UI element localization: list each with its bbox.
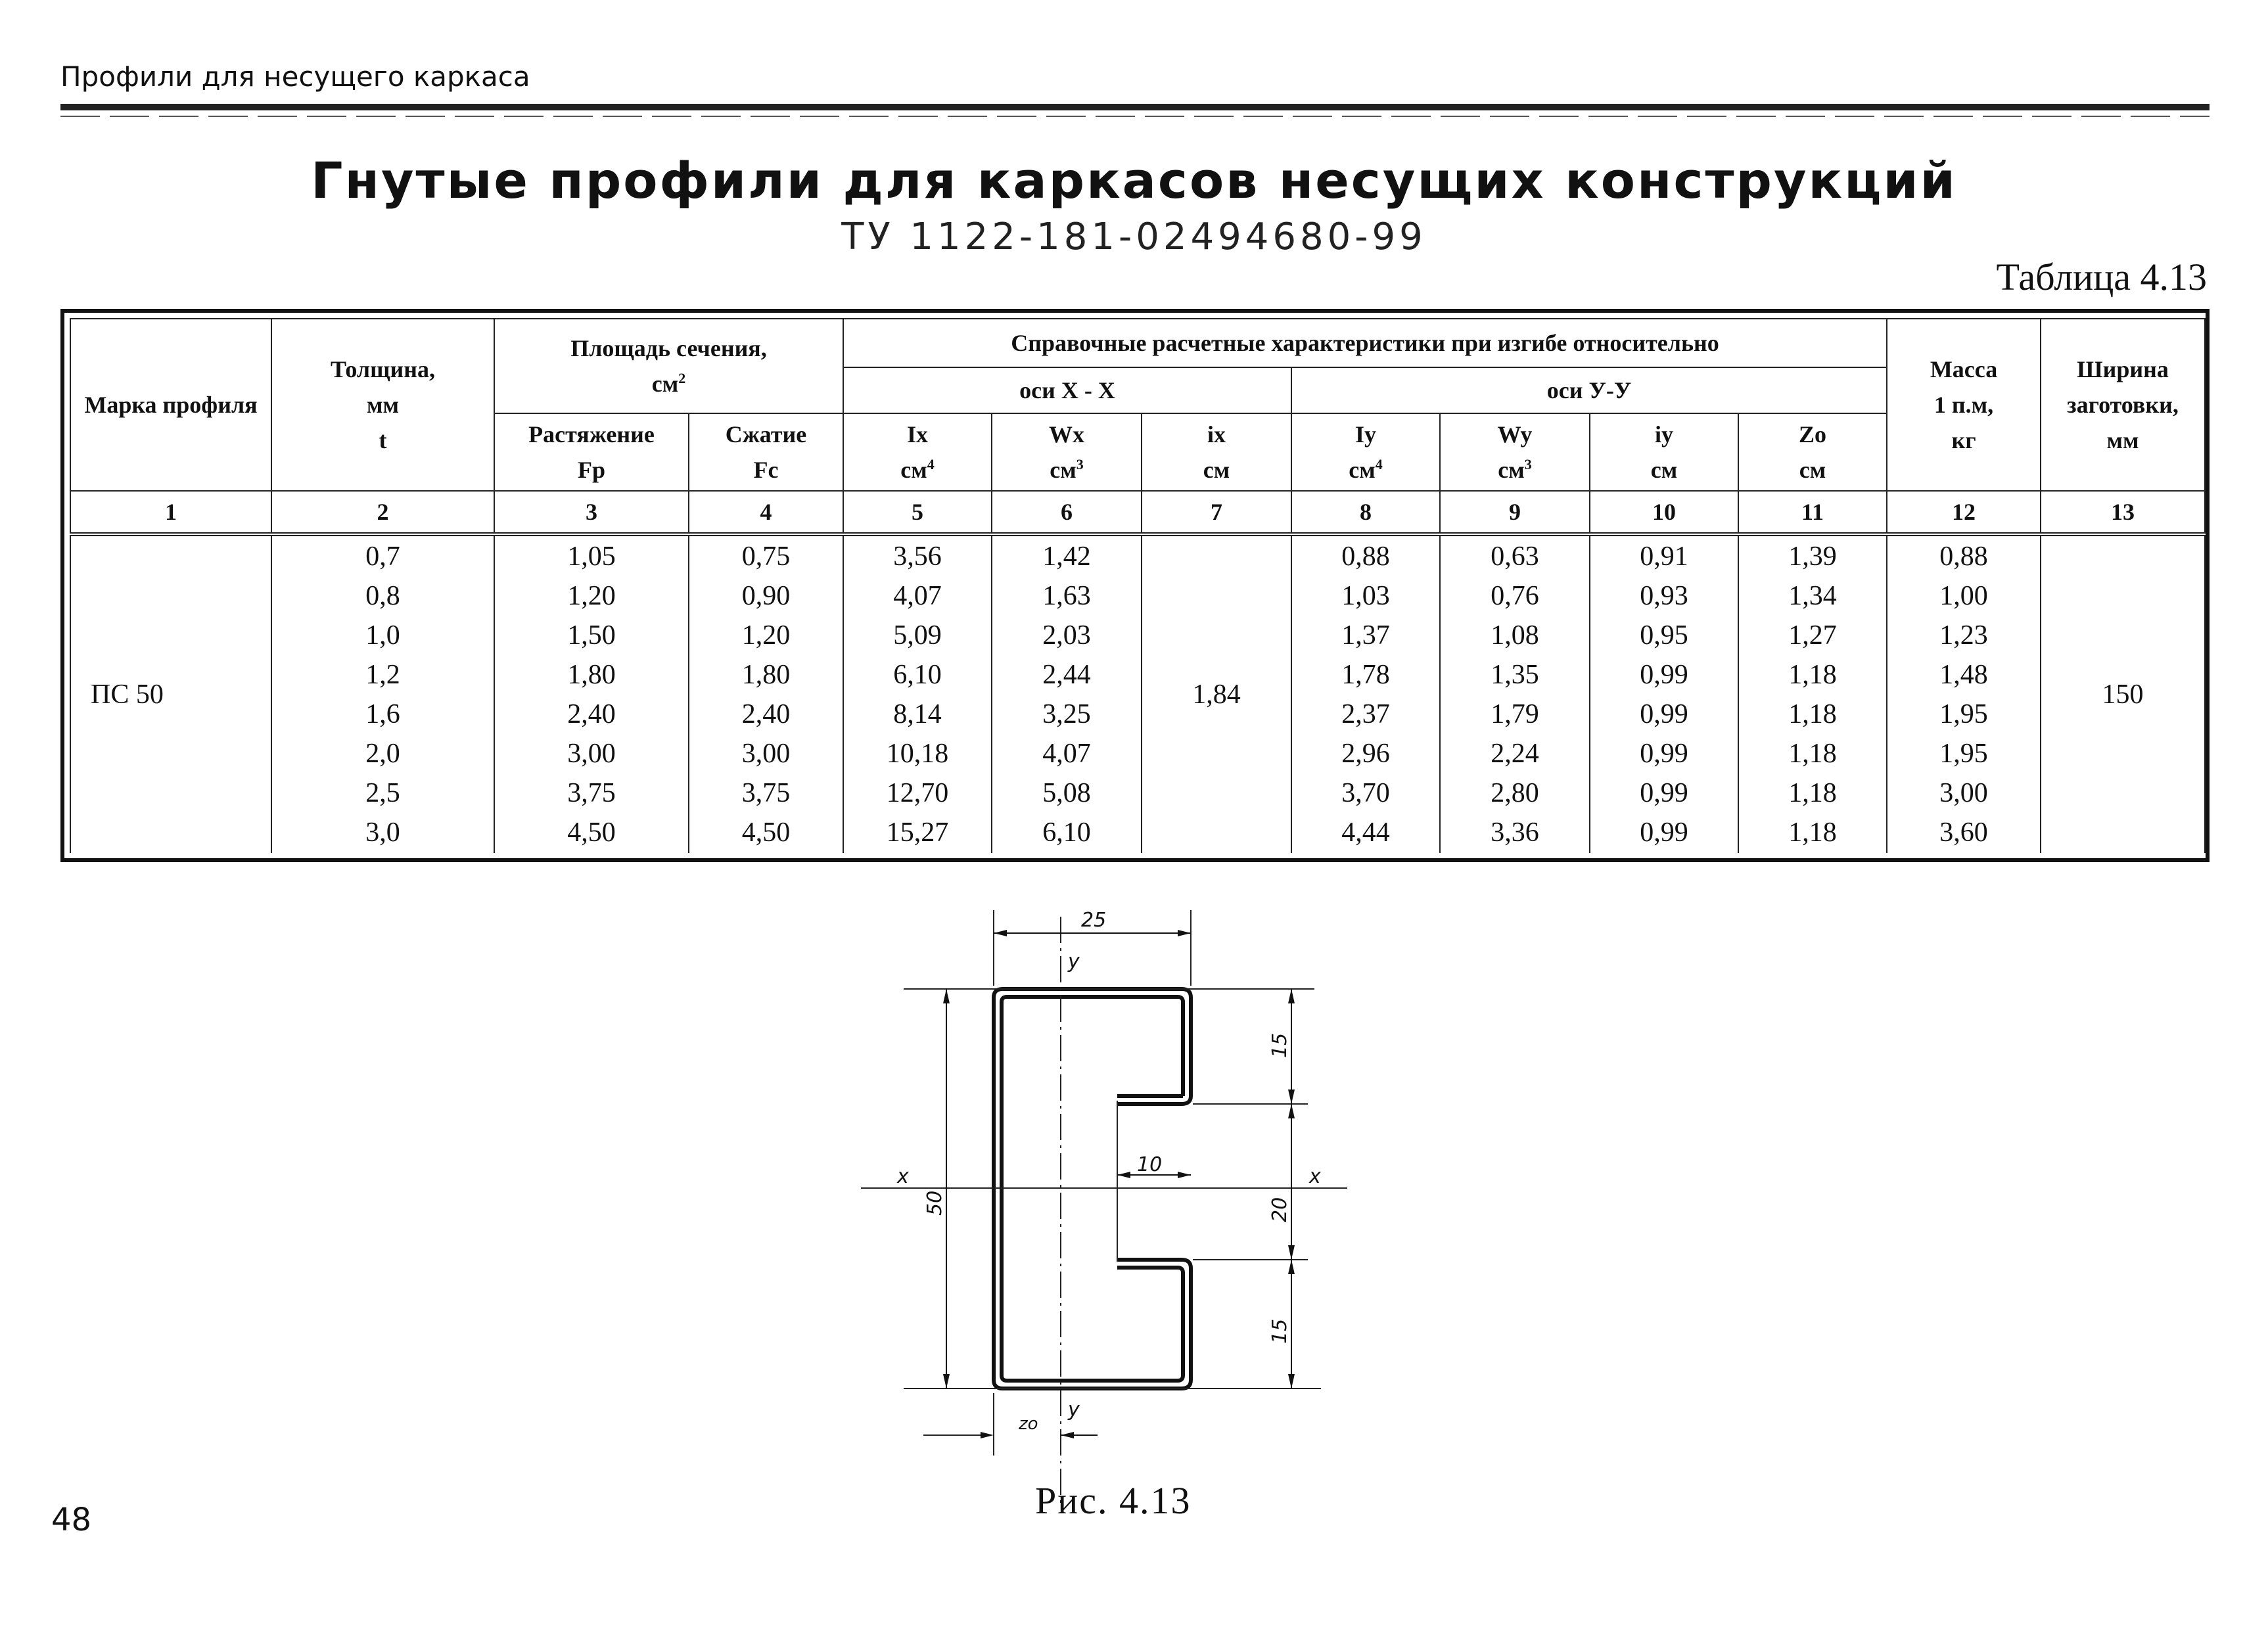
table-value: 1,80 bbox=[741, 660, 791, 690]
table-value: 1,35 bbox=[1491, 660, 1539, 690]
col-number: 3 bbox=[494, 491, 689, 534]
dim-inner-label: 10 bbox=[1137, 1153, 1163, 1176]
col-number: 6 bbox=[992, 491, 1142, 534]
table-value: 1,18 bbox=[1788, 699, 1837, 729]
cell-Wy bbox=[1440, 534, 1590, 853]
table-value: 0,63 bbox=[1491, 541, 1539, 572]
axis-y-bottom-label: y bbox=[1068, 1398, 1080, 1421]
table-caption: Таблица 4.13 bbox=[1996, 256, 2207, 298]
dimension-arrows bbox=[943, 930, 1295, 1438]
table-value: 4,50 bbox=[741, 817, 791, 848]
table-value: 1,03 bbox=[1341, 581, 1390, 611]
table-value: 1,95 bbox=[1939, 739, 1988, 769]
header-fp: Растяжение Fp bbox=[494, 413, 689, 491]
axis-x-right-label: x bbox=[1309, 1165, 1321, 1188]
table-value: 0,99 bbox=[1640, 660, 1688, 690]
table-value: 3,75 bbox=[567, 778, 616, 808]
table-value: 1,37 bbox=[1341, 620, 1390, 651]
table-value: 6,10 bbox=[893, 660, 942, 690]
table-value: 2,0 bbox=[365, 739, 400, 769]
col-number: 13 bbox=[2041, 491, 2205, 534]
col-number: 12 bbox=[1887, 491, 2041, 534]
col-number: 11 bbox=[1738, 491, 1887, 534]
header-shirina: Ширина заготовки, мм bbox=[2041, 319, 2205, 491]
header-fc: Сжатие Fc bbox=[689, 413, 843, 491]
dimension-lines bbox=[946, 933, 1291, 1435]
dim-width-label: 25 bbox=[1081, 909, 1107, 932]
page-number: 48 bbox=[51, 1502, 92, 1538]
spec-reference: ТУ 1122-181-02494680-99 bbox=[841, 216, 1427, 258]
table-value: 0,7 bbox=[365, 541, 400, 572]
cell-thickness bbox=[271, 534, 494, 853]
table-value: 5,09 bbox=[893, 620, 942, 651]
table-value: 4,44 bbox=[1341, 817, 1390, 848]
table-value: 3,36 bbox=[1491, 817, 1539, 848]
col-number: 4 bbox=[689, 491, 843, 534]
header-rule-dashed bbox=[60, 116, 2210, 117]
table-value: 0,99 bbox=[1640, 817, 1688, 848]
table-value: 1,18 bbox=[1788, 660, 1837, 690]
col-number: 8 bbox=[1291, 491, 1440, 534]
table-value: 0,95 bbox=[1640, 620, 1688, 651]
table-value: 1,79 bbox=[1491, 699, 1539, 729]
table-value: 0,75 bbox=[741, 541, 791, 572]
table-value: 3,75 bbox=[741, 778, 791, 808]
table-value: 2,40 bbox=[741, 699, 791, 729]
table-value: 5,08 bbox=[1042, 778, 1091, 808]
cell-iy-radius bbox=[1590, 534, 1738, 853]
col-number: 7 bbox=[1142, 491, 1291, 534]
table-value: 8,14 bbox=[893, 699, 942, 729]
table-value: 1,05 bbox=[567, 541, 616, 572]
table-value: 0,99 bbox=[1640, 739, 1688, 769]
header-osi-y: оси У-У bbox=[1291, 367, 1887, 413]
header-rule bbox=[60, 104, 2210, 110]
col-number: 5 bbox=[843, 491, 992, 534]
table-value: 1,23 bbox=[1939, 620, 1988, 651]
table-value: 1,0 bbox=[365, 620, 400, 651]
table-value: 1,18 bbox=[1788, 778, 1837, 808]
table-value: 0,76 bbox=[1491, 581, 1539, 611]
table-value: 0,93 bbox=[1640, 581, 1688, 611]
cell-fc bbox=[689, 534, 843, 853]
cell-Ix bbox=[843, 534, 992, 853]
table-value: 4,07 bbox=[893, 581, 942, 611]
table-value: 2,24 bbox=[1491, 739, 1539, 769]
table-value: 0,90 bbox=[741, 581, 791, 611]
table-value: 3,00 bbox=[1939, 778, 1988, 808]
table-value: 1,63 bbox=[1042, 581, 1091, 611]
figure-caption: Рис. 4.13 bbox=[1035, 1479, 1192, 1522]
table-value: 4,50 bbox=[567, 817, 616, 848]
table-value: 1,08 bbox=[1491, 620, 1539, 651]
table-value: 3,56 bbox=[893, 541, 942, 572]
table-value: 2,37 bbox=[1341, 699, 1390, 729]
axis-x-left-label: x bbox=[897, 1165, 909, 1188]
table-value: 1,42 bbox=[1042, 541, 1091, 572]
table-value: 2,5 bbox=[365, 778, 400, 808]
table-value: 4,07 bbox=[1042, 739, 1091, 769]
cell-mass bbox=[1887, 534, 2041, 853]
table-value: 10,18 bbox=[886, 739, 949, 769]
table-value: 1,34 bbox=[1788, 581, 1837, 611]
header-ix-radius: ix см bbox=[1142, 413, 1291, 491]
table-value: 3,0 bbox=[365, 817, 400, 848]
cell-Iy bbox=[1291, 534, 1440, 853]
properties-table bbox=[70, 318, 2206, 853]
header-tolshchina: Толщина, мм t bbox=[271, 319, 494, 491]
header-Iy: Iy $см^4$ bbox=[1291, 413, 1440, 491]
cell-Wx bbox=[992, 534, 1142, 853]
table-value: 15,27 bbox=[886, 817, 949, 848]
table-value: 1,78 bbox=[1341, 660, 1390, 690]
table-value: 2,40 bbox=[567, 699, 616, 729]
cell-shirina: 150 bbox=[2041, 534, 2205, 853]
col-number: 10 bbox=[1590, 491, 1738, 534]
cell-ix-radius: 1,84 bbox=[1142, 534, 1291, 853]
extension-lines bbox=[861, 910, 1347, 1456]
dim-bottom-lip-label: 15 bbox=[1268, 1318, 1291, 1344]
properties-table-frame bbox=[60, 309, 2210, 862]
table-value: 1,39 bbox=[1788, 541, 1837, 572]
table-value: 2,96 bbox=[1341, 739, 1390, 769]
table-value: 1,6 bbox=[365, 699, 400, 729]
page-title: Гнутые профили для каркасов несущих конструкций bbox=[311, 151, 1957, 210]
table-value: 1,18 bbox=[1788, 739, 1837, 769]
table-value: 3,00 bbox=[741, 739, 791, 769]
header-massa: Масса 1 п.м, кг bbox=[1887, 319, 2041, 491]
table-value: 2,44 bbox=[1042, 660, 1091, 690]
table-value: 0,99 bbox=[1640, 778, 1688, 808]
table-value: 1,95 bbox=[1939, 699, 1988, 729]
table-value: 3,60 bbox=[1939, 817, 1988, 848]
header-Wx: Wx $см^3$ bbox=[992, 413, 1142, 491]
table-value: 1,20 bbox=[567, 581, 616, 611]
table-value: 3,70 bbox=[1341, 778, 1390, 808]
cell-fp bbox=[494, 534, 689, 853]
running-head: Профили для несущего каркаса bbox=[60, 60, 530, 93]
table-value: 2,03 bbox=[1042, 620, 1091, 651]
table-value: 1,27 bbox=[1788, 620, 1837, 651]
header-ploshchad: Площадь сечения, $см^2$ bbox=[494, 319, 843, 413]
table-value: 1,50 bbox=[567, 620, 616, 651]
table-value: 1,48 bbox=[1939, 660, 1988, 690]
header-iy-radius: iy см bbox=[1590, 413, 1738, 491]
table-value: 12,70 bbox=[886, 778, 949, 808]
col-number: 2 bbox=[271, 491, 494, 534]
table-value: 0,88 bbox=[1341, 541, 1390, 572]
table-value: 1,00 bbox=[1939, 581, 1988, 611]
header-Wy: Wy $см^3$ bbox=[1440, 413, 1590, 491]
cell-marka: ПС 50 bbox=[70, 534, 271, 853]
zo-label: zo bbox=[1019, 1414, 1038, 1434]
table-value: 0,8 bbox=[365, 581, 400, 611]
axis-y-top-label: y bbox=[1068, 950, 1080, 973]
table-value: 1,20 bbox=[741, 620, 791, 651]
dim-top-lip-label: 15 bbox=[1268, 1032, 1291, 1058]
table-value: 1,2 bbox=[365, 660, 400, 690]
table-value: 0,88 bbox=[1939, 541, 1988, 572]
header-Zo: Zo см bbox=[1738, 413, 1887, 491]
cell-Zo bbox=[1738, 534, 1887, 853]
table-value: 0,91 bbox=[1640, 541, 1688, 572]
table-value: 1,80 bbox=[567, 660, 616, 690]
header-Ix: Ix $см^4$ bbox=[843, 413, 992, 491]
table-value: 2,80 bbox=[1491, 778, 1539, 808]
header-osi-x: оси X - X bbox=[843, 367, 1291, 413]
header-spravochnye: Справочные расчетные характеристики при изгибе относительно bbox=[843, 319, 1887, 367]
table-value: 3,25 bbox=[1042, 699, 1091, 729]
dim-height-label: 50 bbox=[923, 1190, 946, 1216]
col-number: 9 bbox=[1440, 491, 1590, 534]
table-value: 3,00 bbox=[567, 739, 616, 769]
profile-drawing bbox=[789, 890, 1354, 1505]
col-number: 1 bbox=[70, 491, 271, 534]
header-marka: Марка профиля bbox=[70, 319, 271, 491]
table-value: 1,18 bbox=[1788, 817, 1837, 848]
dim-gap-label: 20 bbox=[1268, 1197, 1291, 1222]
table-value: 6,10 bbox=[1042, 817, 1091, 848]
table-value: 0,99 bbox=[1640, 699, 1688, 729]
